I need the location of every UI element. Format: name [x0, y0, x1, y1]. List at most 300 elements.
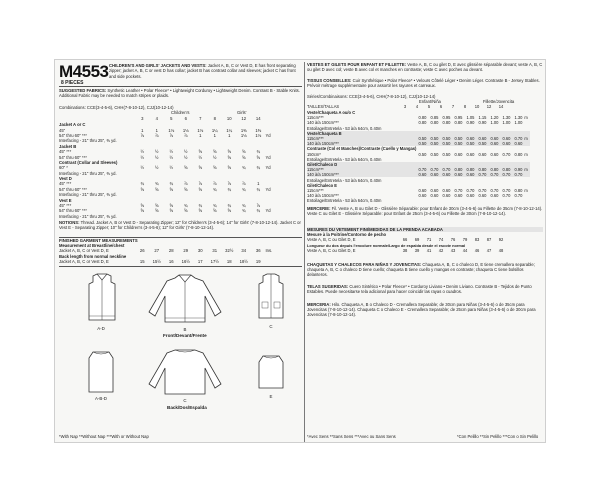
value-cell: ⅞ — [140, 132, 144, 138]
unit-cell: Yd — [265, 165, 271, 171]
back-caption: Back/Dos/Espalda — [167, 405, 207, 410]
sketch-back-c — [145, 344, 225, 398]
value-cell: ⅞ — [184, 132, 188, 138]
size-row — [307, 104, 513, 109]
value-cell: ¾ — [242, 165, 246, 171]
row-label: Contraste (Col et Manches)/Contraste (Cuello y Mangas) — [307, 146, 417, 152]
value-cell: 0.80 — [430, 120, 439, 126]
value-cell: 28 — [168, 248, 174, 254]
size-cell: 12 — [486, 104, 492, 110]
value-cell: 15½ — [152, 259, 161, 265]
size-cell: 8 — [463, 104, 467, 110]
value-cell: 0.50 — [442, 151, 451, 157]
unit-cell: m — [524, 167, 530, 172]
value-cell: 0.60 — [418, 193, 427, 199]
telas-title: TELAS SUGERIDAS: — [307, 284, 349, 289]
row-label: 140 à/a 150cm*** — [307, 193, 339, 199]
table-row — [59, 214, 274, 219]
row-label: 54" thru 60" *** — [59, 132, 87, 138]
value-cell: 1.20 — [490, 115, 499, 121]
value-cell — [208, 214, 223, 219]
fillette-header: Fillette/Jovencita — [483, 99, 515, 104]
sketch-label: B — [183, 327, 187, 332]
mercerie-body: Fil. Veste A, B ou Gilet D - Glissière Séparable: pour Enfant de 30cm (3-4-5-6) ou Fillette de 35cm (7-8-10-12-14). Veste C ou Gilet E - Glissière Séparable: pour Enfant de 25cm (3-4-5-6) ou Fillette de 30cm (7-8-10-12-14). — [307, 206, 543, 217]
divider-line — [59, 266, 302, 267]
yardage-table-fr — [307, 110, 530, 203]
value-cell: ½ — [169, 154, 173, 160]
unit-cell: m — [524, 187, 528, 193]
size-cell: 4 — [415, 104, 419, 110]
size-row — [59, 116, 274, 121]
mercerie-title: MERCERIE: — [307, 206, 331, 211]
unit-cell — [524, 198, 530, 203]
value-cell: 0.60 — [476, 136, 488, 141]
row-label: Veste/Chaqueta A ou/o C — [307, 110, 356, 116]
value-cell: 1.00 — [490, 120, 499, 126]
value-cell: 0.60 — [490, 151, 499, 157]
row-label: 150cm* — [307, 151, 321, 157]
english-panel — [59, 62, 302, 442]
value-cell: 0.70 — [502, 193, 511, 199]
unit-cell — [507, 104, 513, 109]
sens-footnote: *Avec Sens **Sans Sens ***Avec ou Sans Sens — [307, 434, 396, 439]
value-cell: ⅝ — [198, 165, 202, 171]
value-cell: ¾ — [227, 203, 231, 209]
girls-header: Girls' — [237, 110, 247, 115]
value-cell: 0.70 — [440, 167, 452, 172]
value-cell: 0.50 — [440, 136, 452, 141]
value-cell: ¾ — [256, 208, 260, 214]
value-cell: ¾ — [256, 149, 260, 155]
value-cell: 69 — [414, 237, 420, 243]
value-cell: ⅝ — [155, 203, 159, 209]
value-cell: ⅝ — [169, 186, 173, 192]
value-cell: 1.00 — [514, 120, 523, 126]
merceria — [307, 302, 543, 318]
value-cell: 16 — [168, 259, 174, 265]
value-cell: 1.30 — [514, 115, 523, 121]
value-cell: 19 — [255, 259, 261, 265]
size-cell: 3 — [141, 116, 144, 122]
front-caption: Front/Devant/Frente — [163, 333, 207, 338]
value-cell: ½ — [169, 165, 173, 171]
suggested-fabrics — [59, 88, 302, 98]
value-cell: 0.80 — [452, 167, 464, 172]
value-cell: 0.80 — [418, 120, 427, 126]
value-cell: 0.60 — [478, 151, 487, 157]
value-cell: 1 — [228, 132, 231, 138]
value-cell: 0.80 — [418, 115, 427, 121]
value-cell: ½ — [140, 165, 144, 171]
size-cell: 7 — [199, 116, 202, 122]
french-body: Veste A, B, C ou gilet D, E avec glissière séparable devant; veste A, B, C ou gilet D avec col; veste B avec col et manches en contraste; veste C avec poches au devant. — [307, 62, 543, 73]
value-cell: ⅝ — [184, 165, 188, 171]
value-cell: 1.00 — [502, 120, 511, 126]
value-cell: ¾ — [213, 203, 217, 209]
sketch-front-b — [145, 272, 225, 328]
value-cell: ¾ — [242, 208, 246, 214]
tissus-title: TISSUS CONSEILLES: — [307, 78, 352, 83]
row-label: Jacket B — [59, 143, 77, 149]
tissus-body: Cuir Synthétique • Polar Fleece* • Velours Côtelé Léger • Denim Léger. Contraste B - Jersey Stables. Prévoir métrage supplémentaire pour assortir les rayures et carreaux. — [307, 78, 540, 89]
value-cell: ¾ — [140, 181, 144, 187]
value-cell: 46 — [474, 248, 480, 254]
value-cell: 0.80 — [514, 187, 523, 193]
value-cell: 15 — [139, 259, 145, 265]
value-cell: 0.90 — [512, 167, 524, 172]
value-cell: 44 — [462, 248, 468, 254]
size-cell: 14 — [255, 116, 261, 122]
value-cell: 1¼ — [211, 127, 218, 133]
value-cell: 0.90 — [478, 120, 487, 126]
longueur-label: Longueur du dos depuis l'encolure normale/Largo de espalda desde el escote normal — [307, 243, 466, 248]
value-cell: ⅝ — [140, 203, 144, 209]
unit-cell: Ins. — [265, 248, 273, 254]
row-label: Veste/Chaqueta B — [307, 131, 416, 136]
value-cell: 0.60 — [500, 141, 512, 146]
value-cell: 0.70 — [488, 172, 500, 177]
value-cell: 0.60 — [512, 141, 524, 146]
value-cell: 0.80 — [500, 167, 512, 172]
value-cell: ⅝ — [227, 149, 231, 155]
bust-measurements-row — [59, 248, 274, 253]
value-cell: 43 — [450, 248, 456, 254]
size-cell: 12 — [241, 116, 247, 122]
row-label: Jacket A or C — [59, 122, 86, 128]
row-label: 54" thru 60" *** — [59, 186, 87, 192]
value-cell: ½ — [155, 154, 159, 160]
row-label: Vest D — [59, 176, 72, 182]
value-cell: 0.50 — [464, 141, 476, 146]
size-row-label — [59, 116, 135, 121]
value-cell: 0.60 — [440, 172, 452, 177]
spanish-body: Chaqueta A, B, C o chaleco D, E tiene cremallera separable; chaqueta A, B, C o chaleco D tiene cuello; chaqueta B tiene cuello y mangas en contraste; chaqueta C tiene bolsillos delanteros. — [307, 262, 535, 278]
value-cell — [428, 198, 440, 203]
finished-measurements-title: FINISHED GARMENT MEASUREMENTS — [59, 238, 138, 243]
value-cell: 1 — [155, 127, 158, 133]
value-cell: 16½ — [181, 259, 190, 265]
value-cell: 1¼ — [226, 127, 233, 133]
french-spanish-panel — [307, 62, 543, 442]
value-cell: 0.60 — [416, 172, 428, 177]
value-cell: 87 — [486, 237, 492, 243]
description-body: Jacket A, B, C or Vest D, E has front separating zipper; jacket A, B, C or vest D has collar; jacket B has contrast collar and sleeves; jacket C has front and side pockets. — [109, 63, 296, 79]
table-row — [307, 198, 530, 203]
value-cell: ⅞ — [184, 181, 188, 187]
value-cell: 0.70 — [478, 187, 487, 193]
value-cell: 30 — [197, 248, 203, 254]
unit-cell: m — [524, 151, 528, 157]
size-cell: 5 — [170, 116, 173, 122]
notions-title: NOTIONS: — [59, 220, 80, 225]
value-cell: 79 — [462, 237, 468, 243]
value-cell: 1⅛ — [168, 127, 175, 133]
value-cell: 47 — [486, 248, 492, 254]
size-cell: 6 — [184, 116, 187, 122]
value-cell: 0.60 — [430, 193, 439, 199]
row-label: Interfacing - 21" thru 25", ⅜ yd. — [59, 170, 117, 176]
value-cell: 0.60 — [488, 141, 500, 146]
row-label: 140 à/a 150cm*** — [307, 141, 416, 146]
value-cell: ⅝ — [198, 208, 202, 214]
french-title: VESTES ET GILETS POUR ENFANT ET FILLETTE: — [307, 62, 407, 67]
value-cell: 0.60 — [430, 187, 439, 193]
garment-description — [109, 63, 301, 79]
value-cell: ⅝ — [198, 149, 202, 155]
row-label: 115cm*** — [307, 136, 416, 141]
row-label: 45" *** — [59, 181, 72, 187]
value-cell: 0.70 — [476, 172, 488, 177]
row-label: Interfacing - 21" thru 25", ⅜ yd. — [59, 213, 117, 219]
unit-cell: Yd — [265, 132, 271, 138]
telas-sugeridas — [307, 284, 543, 294]
spanish-description — [307, 262, 543, 278]
value-cell: 1 — [199, 132, 202, 138]
value-cell: ⅝ — [227, 165, 231, 171]
value-cell: 0.60 — [442, 193, 451, 199]
row-label: Interfacing - 21" thru 25", ⅜ yd. — [59, 192, 117, 198]
row-label: Entoilage/Entretela - 53 à/a 64cm, 0.40m — [307, 156, 382, 162]
value-cell: 0.60 — [478, 193, 487, 199]
row-label: 45" — [59, 127, 66, 133]
value-cell: ⅞ — [155, 132, 159, 138]
value-cell: ¾ — [256, 186, 260, 192]
sketch-front-c — [253, 272, 289, 324]
row-label: Veste A, B, C ou Gilet D, E — [307, 237, 356, 243]
telas-body: Cuero Sintético • Polar Fleece* • Corduroy Liviano • Denim Liviano. Contraste B - Tejidos de Punto Estables. Puede necesitarse tela adicional para hacer coincidir las rayas o cuadros. — [307, 284, 532, 295]
series-line: Séries/Combinaisons: CCE(3-4-5-6), CHH(7-8-10-12), CJJ(10-12-14) — [307, 94, 436, 99]
value-cell — [222, 214, 237, 219]
mesures-title: MESURES DU VETEMENT FINI/MEDIDAS DE LA PRENDA ACABADA — [307, 227, 543, 232]
row-label: 45" *** — [59, 149, 72, 155]
value-cell: 0.70 — [428, 167, 440, 172]
sketch-label: C — [183, 398, 187, 403]
value-cell: 0.60 — [418, 187, 427, 193]
value-cell: 0.60 — [454, 193, 463, 199]
sketch-back-e — [253, 352, 289, 392]
value-cell: 18 — [226, 259, 232, 265]
value-cell: 17 — [197, 259, 203, 265]
sketch-label: A-B-D — [95, 396, 107, 401]
value-cell: ⅝ — [213, 208, 217, 214]
mercerie — [307, 206, 543, 216]
value-cell: ¾ — [155, 181, 159, 187]
value-cell: 76 — [450, 237, 456, 243]
value-cell: 74 — [438, 237, 444, 243]
value-cell: 0.60 — [464, 172, 476, 177]
size-cell: 5 — [427, 104, 431, 110]
value-cell: 0.50 — [416, 136, 428, 141]
fabrics-body: Synthetic Leather • Polar Fleece* • Lightweight Corduroy • Lightweight Denim. Contrast B - Stable Knits. Additional Fabric may be needed to match stripes or plaids. — [59, 88, 300, 99]
value-cell: ⅞ — [256, 203, 260, 209]
value-cell: ¾ — [169, 181, 173, 187]
value-cell: 31 — [212, 248, 218, 254]
value-cell: 0.60 — [442, 187, 451, 193]
value-cell: ½ — [155, 149, 159, 155]
value-cell: ⅝ — [140, 186, 144, 192]
value-cell: ¾ — [242, 203, 246, 209]
value-cell — [452, 198, 464, 203]
pattern-envelope-back — [54, 59, 546, 443]
value-cell: ⅝ — [242, 154, 246, 160]
value-cell: 0.60 — [428, 172, 440, 177]
value-cell: ⅝ — [140, 208, 144, 214]
value-cell: ⅞ — [242, 181, 246, 187]
notions — [59, 220, 302, 230]
value-cell: 0.85 — [430, 115, 439, 121]
value-cell: 0.80 — [464, 167, 476, 172]
value-cell: 0.70 — [500, 172, 512, 177]
value-cell: ⅝ — [169, 203, 173, 209]
unit-cell — [266, 214, 274, 219]
fabrics-title: SUGGESTED FABRICS: — [59, 88, 107, 93]
value-cell: 36 — [255, 248, 261, 254]
value-cell: 0.70 — [502, 151, 511, 157]
row-label: 140 à/a 150cm*** — [307, 172, 416, 177]
size-cell: 4 — [155, 116, 158, 122]
value-cell: 0.70 — [454, 187, 463, 193]
value-cell: 1⅛ — [197, 127, 204, 133]
value-cell: 0.50 — [428, 141, 440, 146]
value-cell: 0.50 — [452, 141, 464, 146]
longueur-row — [307, 248, 513, 253]
value-cell: 0.50 — [416, 141, 428, 146]
row-label: Contrast (Collar and Sleeves) — [59, 159, 118, 165]
value-cell: 0.80 — [488, 167, 500, 172]
tissus-conseilles — [307, 78, 543, 88]
unit-cell: Yd — [265, 186, 271, 192]
value-cell: ¾ — [184, 203, 188, 209]
value-cell: 32½ — [225, 248, 234, 254]
value-cell: ⅝ — [242, 149, 246, 155]
size-cell: 8 — [213, 116, 216, 122]
row-label: 140 à/a 150cm*** — [307, 120, 339, 126]
size-cell: 3 — [403, 104, 407, 110]
table-row — [59, 248, 274, 253]
size-cell: 10 — [474, 104, 480, 110]
value-cell: ⅝ — [155, 208, 159, 214]
value-cell: 1⅛ — [182, 127, 189, 133]
size-cell: 14 — [498, 104, 504, 110]
row-label: Jacket A, B, C or Vest D, E — [59, 259, 109, 265]
value-cell: ⅞ — [227, 181, 231, 187]
yardage-table — [59, 122, 274, 219]
value-cell: 0.95 — [454, 115, 463, 121]
sketch-label: C — [269, 324, 273, 329]
value-cell: ½ — [184, 149, 188, 155]
value-cell — [193, 214, 208, 219]
value-cell: 0.70 — [466, 187, 475, 193]
unit-cell — [507, 237, 513, 242]
value-cell: 0.60 — [490, 193, 499, 199]
value-cell: ½ — [155, 165, 159, 171]
value-cell: 0.70 — [512, 136, 524, 141]
row-label: 45" *** — [59, 203, 72, 209]
value-cell: ¾ — [242, 186, 246, 192]
value-cell: 0.60 — [466, 151, 475, 157]
table-row — [307, 248, 513, 253]
pelillo-footnote: *Con Pelillo **Sin Pelillo ***Con o Sin Pelillo — [457, 434, 539, 439]
row-label: 54" thru 60" *** — [59, 208, 87, 214]
value-cell: 0.50 — [418, 151, 427, 157]
spanish-title: CHAQUETAS Y CHALECOS PARA NIÑAS Y JOVENCITAS: — [307, 262, 422, 267]
value-cell: ½ — [213, 154, 217, 160]
combinations-line: Combinations: CCE(3-4-5-6), CHH(7-8-10-12), CJJ(10-12-14) — [59, 105, 174, 110]
value-cell: ⅝ — [184, 186, 188, 192]
value-cell: 0.50 — [452, 136, 464, 141]
value-cell: 0.50 — [440, 141, 452, 146]
value-cell: 0.80 — [442, 120, 451, 126]
value-cell: ⅝ — [256, 154, 260, 160]
unit-cell: m — [524, 136, 530, 141]
value-cell: ⅞ — [169, 132, 173, 138]
divider-line — [59, 86, 302, 87]
value-cell: ⅞ — [198, 181, 202, 187]
row-label: 115cm*** — [307, 167, 416, 172]
row-label: Gilet/Chaleco E — [307, 182, 338, 188]
poitrine-label: Mesure à la Poitrine/Contorno de pecho — [307, 232, 387, 237]
unit-cell — [507, 248, 513, 253]
row-label: Entoilage/Entretela - 53 à/a 64cm, 0.40m — [307, 198, 382, 204]
unit-cell: m — [524, 115, 528, 121]
poitrine-row — [307, 237, 513, 242]
value-cell: 0.60 — [452, 172, 464, 177]
value-cell: ¾ — [256, 165, 260, 171]
row-label: 115cm*** — [307, 115, 324, 121]
row-label: 54" thru 60" *** — [59, 154, 87, 160]
row-label: Gilet/Chaleco D — [307, 162, 416, 167]
value-cell — [237, 214, 252, 219]
pattern-code: M4553 — [59, 62, 109, 81]
value-cell: ⅞ — [213, 181, 217, 187]
value-cell: ⅝ — [213, 165, 217, 171]
table-row — [59, 259, 274, 264]
value-cell: ⅝ — [213, 149, 217, 155]
value-cell: 1 — [141, 127, 144, 133]
french-description — [307, 62, 543, 72]
value-cell: 1.15 — [478, 115, 487, 121]
value-cell: 17½ — [210, 259, 219, 265]
merceria-title: MERCERIA: — [307, 302, 331, 307]
value-cell: ½ — [184, 154, 188, 160]
sketch-front-a-d — [81, 272, 123, 326]
value-cell: 1⅛ — [240, 132, 247, 138]
value-cell: 0.60 — [488, 136, 500, 141]
size-header-row — [59, 116, 274, 121]
value-cell: 42 — [438, 248, 444, 254]
value-cell: 48 — [498, 248, 504, 254]
value-cell: ¾ — [213, 186, 217, 192]
value-cell — [476, 198, 488, 203]
childrens-header: Children's — [171, 110, 190, 115]
value-cell: ⅝ — [227, 208, 231, 214]
value-cell: 0.70 — [514, 193, 523, 199]
value-cell: 27 — [154, 248, 160, 254]
value-cell — [512, 198, 524, 203]
back-length-label: Back length from normal neckline — [59, 254, 127, 259]
sketch-back-a-b-d — [81, 348, 121, 396]
size-row-label: TAILLES/TALLAS — [307, 104, 340, 110]
value-cell: 34 — [241, 248, 247, 254]
value-cell: ¾ — [227, 186, 231, 192]
value-cell: ⅝ — [184, 208, 188, 214]
value-cell: 1⅛ — [255, 132, 262, 138]
enfant-header: Enfant/Niña — [419, 99, 441, 104]
row-label: Interfacing - 21" thru 25", ⅜ yd. — [59, 138, 117, 144]
value-cell — [464, 198, 476, 203]
row-label: Veste A, B, C ou Gilet D, E — [307, 248, 356, 254]
row-label: Vest E — [59, 197, 72, 203]
